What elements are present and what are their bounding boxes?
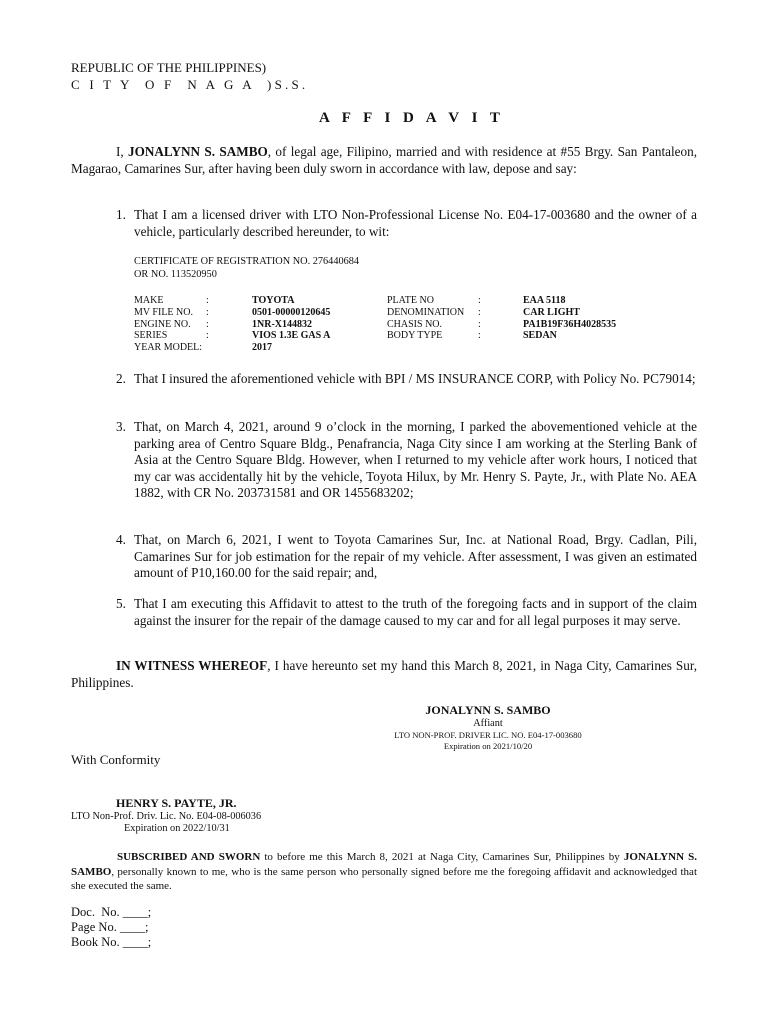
header-city: C I T Y O F N A G A )S.S. [71, 77, 309, 92]
document-title: A F F I D A V I T [319, 110, 505, 126]
list-item [116, 596, 697, 629]
vehicle-value: CAR LIGHT [523, 306, 580, 318]
header-republic: REPUBLIC OF THE PHILIPPINES) [71, 60, 267, 75]
list-item [116, 207, 697, 240]
item-number: 2. [116, 371, 126, 386]
conformity-expiration: Expiration on 2022/10/31 [124, 823, 230, 834]
vehicle-value: 1NR-X144832 [252, 318, 312, 330]
vehicle-colon: : [478, 306, 481, 318]
vehicle-value: 0501-00000120645 [252, 306, 331, 318]
affiant-expiration: Expiration on 2021/10/20 [443, 741, 533, 751]
item-text: That I am a licensed driver with LTO Non-Professional License No. E04-17-003680 and the owner of a vehicle, particularly described hereunder, to wit: [134, 207, 697, 239]
vehicle-colon: : [478, 295, 481, 306]
vehicle-label: SERIES [134, 330, 168, 342]
item-number: 1. [116, 207, 126, 222]
item-text: That I am executing this Affidavit to attest to the truth of the foregoing facts and in support of the claim against the insurer for the repair of the damage caused to my car and for all legal purposes it may serve. [134, 596, 697, 628]
item-number: 3. [116, 419, 126, 434]
intro-paragraph [71, 144, 697, 177]
item-text: That, on March 4, 2021, around 9 o’clock in the morning, I parked the abovementioned vehicle at the parking area of Centro Square Bldg., Penafrancia, Naga City since I am working at the Sterling Bank of Asia at the Centro Square Bldg. However, when I returned to my vehicle after work hours, I noticed that my car was accidentally hit by the vehicle, Toyota Hilux, by Mr. Henry S. Payte, Jr., with Plate No. AEA 1882, with CR No. 203731581 and OR 1455683202; [134, 419, 697, 500]
item-text: That I insured the aforementioned vehicle with BPI / MS INSURANCE CORP, with Policy No. PC79014; [134, 371, 696, 386]
witness-text: , I have hereunto set my hand this March 8, 2021, in Naga City, Camarines Sur, Philippines. [71, 658, 698, 690]
affiant-role: Affiant [473, 718, 503, 729]
conformity-license: LTO Non-Prof. Driv. Lic. No. E04-08-006036 [71, 811, 262, 822]
list-item [116, 532, 697, 582]
witness-paragraph [71, 658, 697, 691]
vehicle-label: DENOMINATION [387, 306, 465, 318]
vehicle-label: YEAR MODEL: [134, 342, 203, 354]
vehicle-label: CHASIS NO. [387, 318, 443, 330]
vehicle-colon: : [206, 318, 209, 330]
page-number: Page No. ____; [71, 920, 149, 934]
vehicle-colon: : [206, 306, 209, 318]
affiant-name: JONALYNN S. SAMBO [425, 703, 551, 717]
vehicle-label: MV FILE NO. [134, 306, 193, 318]
book-number: Book No. ____; [71, 935, 152, 949]
subscribed-text-2: , personally known to me, who is the same person who personally signed before me the foregoing affidavit and acknowledged that she executed the same. [71, 865, 697, 892]
vehicle-value: VIOS 1.3E GAS A [252, 330, 331, 342]
item-text: That, on March 6, 2021, I went to Toyota Camarines Sur, Inc. at National Road, Brgy. Cadlan, Pili, Camarines Sur for job estimation for the repair of my vehicle. After assessment, I was given an estimated amount of P10,160.00 for the said repair; and, [134, 532, 697, 580]
vehicle-colon: : [206, 295, 209, 306]
vehicle-colon: : [478, 318, 481, 330]
vehicle-colon: : [478, 330, 481, 342]
vehicle-value: PA1B19F36H4028535 [523, 318, 617, 330]
conformity-name: HENRY S. PAYTE, JR. [116, 796, 237, 810]
item-number: 4. [116, 532, 126, 547]
intro-text: , of legal age, Filipino, married and with residence at #55 Brgy. San Pantaleon, Magarao, Camarines Sur, after having been duly sworn in accordance with law, depose and say: [71, 144, 697, 176]
vehicle-value: EAA 5118 [523, 295, 566, 306]
subscribed-bold: SUBSCRIBED AND SWORN [117, 851, 261, 863]
subscribed-paragraph [71, 850, 697, 894]
vehicle-label: BODY TYPE [387, 330, 443, 342]
affiant-license: LTO NON-PROF. DRIVER LIC. NO. E04-17-003680 [394, 730, 582, 740]
vehicle-value: TOYOTA [252, 295, 295, 306]
intro-prefix: I, [116, 144, 129, 159]
list-item [116, 419, 697, 502]
registration-cert: CERTIFICATE OF REGISTRATION NO. 276440684 [134, 256, 360, 267]
vehicle-value: SEDAN [523, 330, 557, 342]
vehicle-value: 2017 [252, 342, 272, 354]
witness-bold: IN WITNESS WHEREOF [116, 658, 268, 673]
vehicle-label: PLATE NO [387, 295, 434, 306]
vehicle-colon: : [206, 330, 209, 342]
subscribed-name: JONALYNN S. SAMBO [71, 851, 697, 878]
item-number: 5. [116, 596, 126, 611]
conformity-label: With Conformity [71, 752, 161, 767]
vehicle-label: MAKE [134, 295, 164, 306]
affiant-name-inline: JONALYNN S. SAMBO [128, 144, 268, 159]
doc-number: Doc. No. ____; [71, 905, 152, 919]
vehicle-label: ENGINE NO. [134, 318, 191, 330]
subscribed-text: to before me this March 8, 2021 at Naga City, Camarines Sur, Philippines by [260, 851, 624, 863]
affiant-signature-block [380, 703, 596, 752]
list-item [116, 371, 697, 388]
registration-or: OR NO. 113520950 [134, 269, 217, 280]
